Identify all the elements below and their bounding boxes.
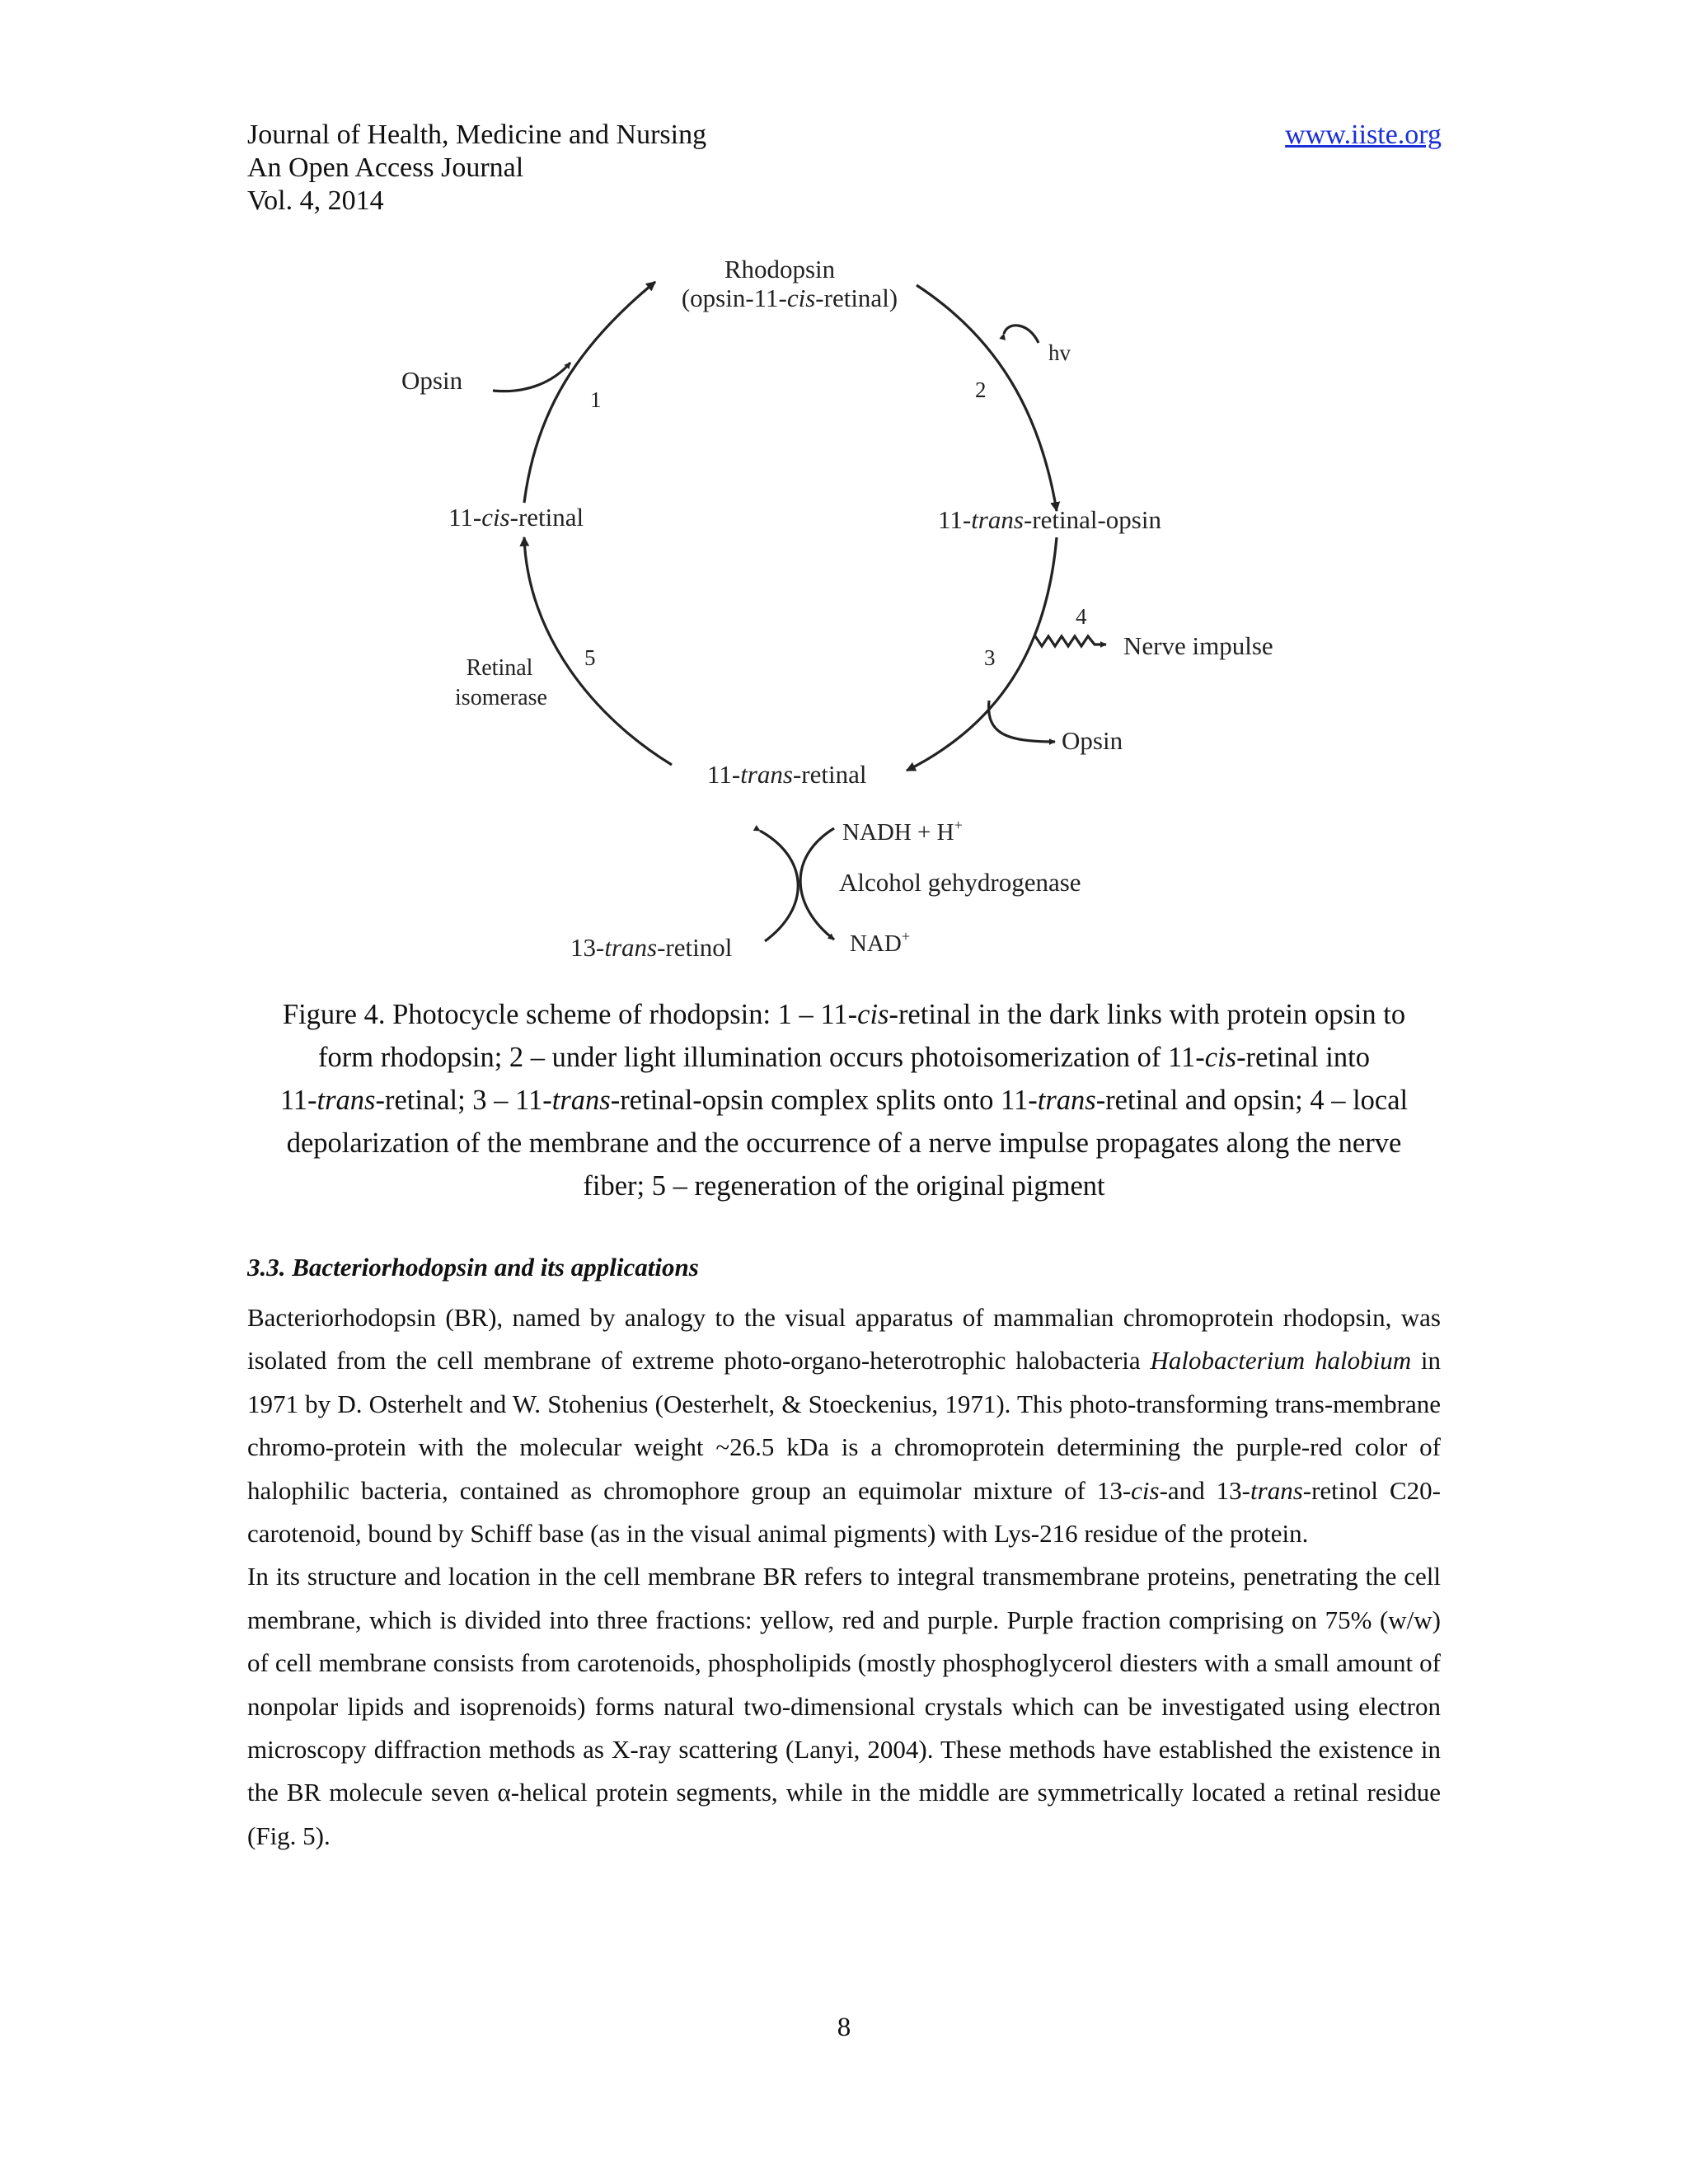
step-2-label: 2 <box>975 377 987 402</box>
nadh-label: NADH + H+ <box>842 817 963 846</box>
paragraph-1: Bacteriorhodopsin (BR), named by analogy to the visual apparatus of mammalian chromoprotein rhodopsin, was isolated from the cell membrane of extreme photo-organo-heterotrophic halobacteria Halobacterium halobium in 1971 by D. Osterhelt and W. Stohenius (Oesterhelt, & Stoeckenius, 1971). This photo-transforming trans-membrane chromo-protein with the molecular weight ~26.5 kDa is a chromoprotein determining the purple-red color of halophilic bacteria, contained as chromophore group an equimolar mixture of 13-cis-and 13-trans-retinol C20-carotenoid, bound by Schiff base (as in the visual animal pigments) with Lys-216 residue of the protein. <box>247 1303 1442 1549</box>
page-number: 8 <box>837 2013 851 2042</box>
opsin-input-label: Opsin <box>401 366 463 395</box>
paragraph-2: In its structure and location in the cell membrane BR refers to integral transmembrane proteins, penetrating the cell membrane, which is divided into three fractions: yellow, red and purple. Purple fraction comprising on 75% (w/w) of cell membrane consists from carotenoids, phospholipids (mostly phosphoglycerol diesters with a small amount of nonpolar lipids and isoprenoids) forms natural two-dimensional crystals which can be investigated using electron microscopy diffraction methods as X-ray scattering (Lanyi, 2004). These methods have established the existence in the BR molecule seven α-helical protein segments, while in the middle are symmetrically located a retinal residue (Fig. 5). <box>247 1562 1441 1850</box>
journal-volume: Vol. 4, 2014 <box>247 185 384 216</box>
step-1-label: 1 <box>590 387 602 412</box>
photocycle-diagram <box>0 0 1688 989</box>
trans-retinal-label: 11-trans-retinal <box>707 760 867 789</box>
nad-label: NAD+ <box>850 928 910 957</box>
journal-title: Journal of Health, Medicine and Nursing <box>247 120 707 150</box>
rhodopsin-label: Rhodopsin <box>724 255 836 284</box>
figure-caption: Figure 4. Photocycle scheme of rhodopsin: 1 – 11-cis-retinal in the dark links with protein opsin to form rhodopsin; 2 – under light illumination occurs photoisomerization of 11-cis-retinal into 11-trans-retinal; 3 – 11-trans-retinal-opsin complex splits onto 11-trans-retinal and opsin; 4 – local depolarization of the membrane and the occurrence of a nerve impulse propagates along the nerve fiber; 5 – regeneration of the original pigment <box>279 999 1409 1202</box>
opsin-output-label: Opsin <box>1062 726 1123 755</box>
hv-arrow <box>1004 326 1039 343</box>
redox-arrow-left <box>800 828 834 940</box>
journal-access: An Open Access Journal <box>247 152 524 183</box>
section-heading: 3.3. Bacteriorhodopsin and its applications <box>247 1253 699 1282</box>
arc-step-2 <box>917 285 1057 511</box>
section-body <box>247 1296 1441 1858</box>
arc-step-5 <box>524 537 672 765</box>
retinal-isomerase-label: Retinal <box>466 655 533 681</box>
opsin-in-arrow <box>493 363 570 391</box>
redox-arrow-right <box>760 831 798 941</box>
nerve-impulse-label: Nerve impulse <box>1123 631 1273 660</box>
retinol-label: 13-trans-retinol <box>570 933 733 962</box>
retinal-isomerase-label-2: isomerase <box>455 685 547 710</box>
hv-label: hv <box>1048 340 1071 365</box>
step-4-label: 4 <box>1076 604 1087 629</box>
nerve-impulse-wave <box>1035 636 1106 646</box>
cis-retinal-label: 11-cis-retinal <box>448 503 584 532</box>
step-5-label: 5 <box>584 645 596 670</box>
trans-retinal-opsin-label: 11-trans-retinal-opsin <box>938 505 1161 534</box>
journal-url-link[interactable]: www.iiste.org <box>1285 120 1442 150</box>
opsin-out-arrow <box>989 701 1055 742</box>
rhodopsin-sublabel: (opsin-11-cis-retinal) <box>681 284 898 312</box>
arc-step-3 <box>907 537 1057 771</box>
alcohol-dehydrogenase-label: Alcohol gehydrogenase <box>839 868 1081 897</box>
step-3-label: 3 <box>984 645 996 670</box>
